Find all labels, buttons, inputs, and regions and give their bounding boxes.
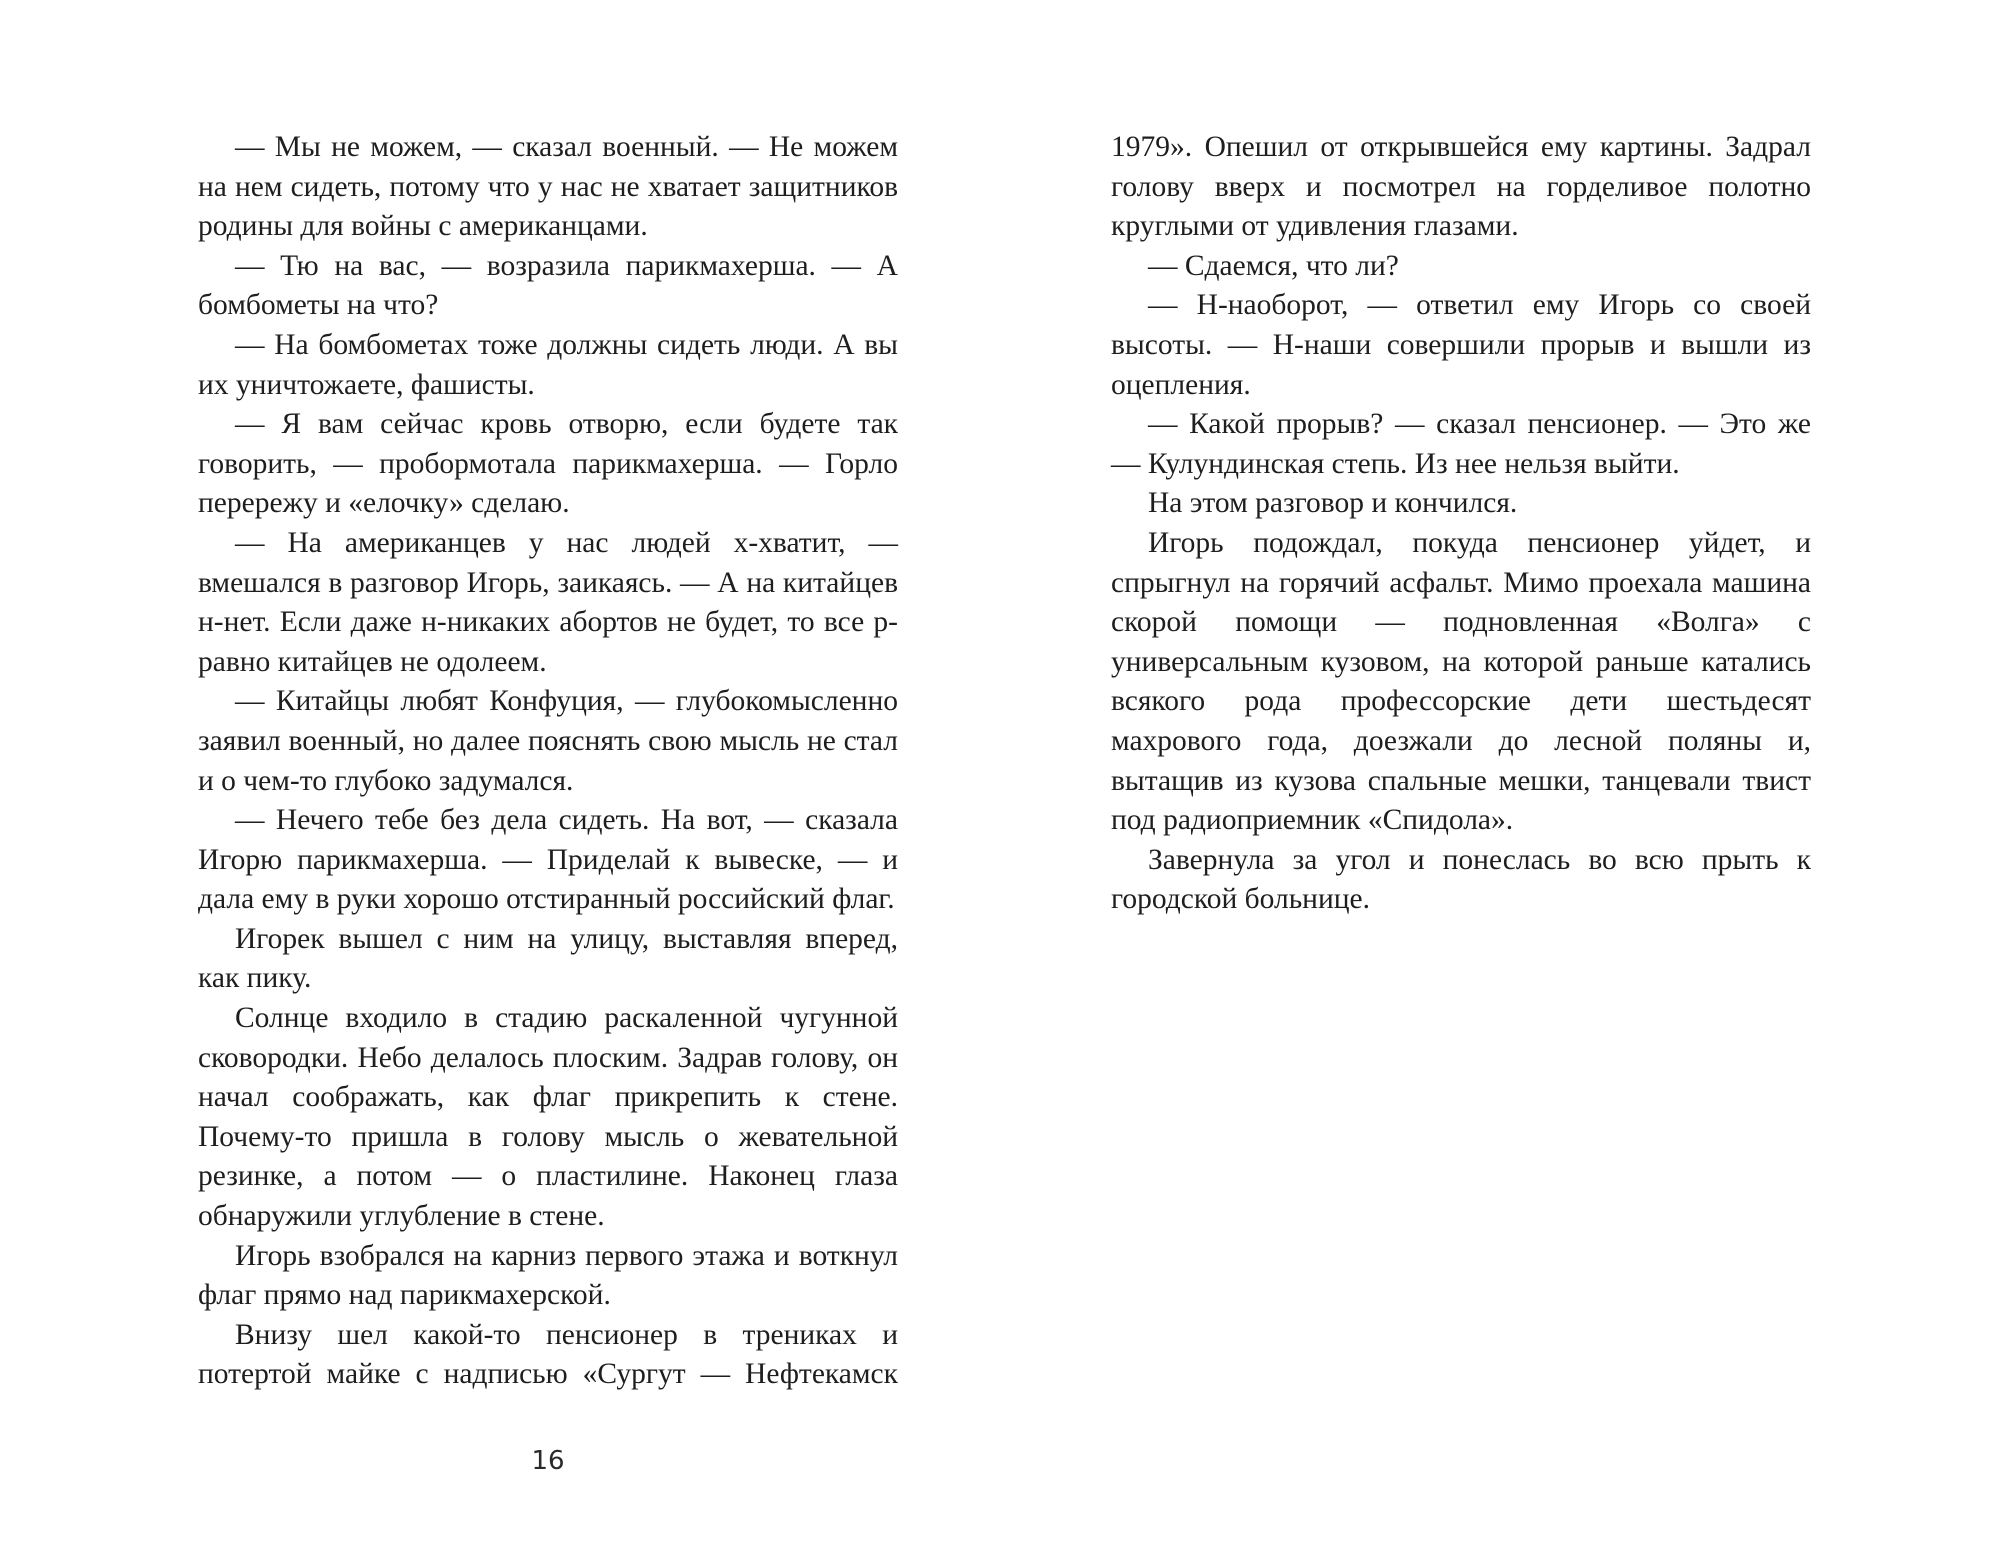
left-page bbox=[198, 128, 898, 1395]
paragraph: — На бомбометах тоже должны сидеть люди. А вы их уничтожаете, фашисты. bbox=[198, 328, 898, 401]
paragraph: Игорек вышел с ним на улицу, выставляя вперед, как пику. bbox=[198, 922, 898, 995]
paragraph: Завернула за угол и понеслась во всю прыть к городской больнице. bbox=[1111, 843, 1811, 916]
paragraph: Солнце входило в стадию раскаленной чугунной сковородки. Небо делалось плоским. Задрав голову, он начал соображать, как флаг прикрепить к стене. Почему-то пришла в голову мысль о жевательной резинке, а потом — о пластилине. Наконец глаза обнаружили углубление в стене. bbox=[198, 1002, 898, 1233]
paragraph: — Тю на вас, — возразила парикмахерша. — А бомбометы на что? bbox=[198, 249, 898, 322]
paragraph: — Н-наоборот, — ответил ему Игорь со своей высоты. — Н-наши совершили прорыв и вышли из оцепления. bbox=[1111, 289, 1811, 401]
right-page bbox=[1111, 128, 1811, 920]
paragraph: Игорь взобрался на карниз первого этажа и воткнул флаг прямо над парикмахерской. bbox=[198, 1239, 898, 1312]
paragraph: — Я вам сейчас кровь отворю, если будете так говорить, — пробормотала парикмахерша. — Горло перережу и «елочку» сделаю. bbox=[198, 408, 898, 520]
paragraph: — На американцев у нас людей х-хватит, — вмешался в разговор Игорь, заикаясь. — А на китайцев н-нет. Если даже н-никаких абортов не будет, то все р-равно китайцев не одолеем. bbox=[198, 526, 898, 678]
paragraph: — Китайцы любят Конфуция, — глубокомысленно заявил военный, но далее пояснять свою мысль не стал и о чем-то глубоко задумался. bbox=[198, 685, 898, 797]
paragraph: — Мы не можем, — сказал военный. — Не можем на нем сидеть, потому что у нас не хватает защитников родины для войны с американцами. bbox=[198, 131, 898, 243]
right-page-text bbox=[1111, 128, 1811, 920]
paragraph: — Сдаемся, что ли? bbox=[1148, 249, 1399, 282]
paragraph: На этом разговор и кончился. bbox=[1148, 487, 1518, 520]
left-page-text bbox=[198, 128, 898, 1395]
page-number: 16 bbox=[531, 1446, 565, 1476]
paragraph: — Нечего тебе без дела сидеть. На вот, — сказала Игорю парикмахерша. — Приделай к вывеске, — и дала ему в руки хорошо отстиранный российский флаг. bbox=[198, 804, 898, 916]
paragraph: Игорь подождал, покуда пенсионер уйдет, и спрыгнул на горячий асфальт. Мимо проехала машина скорой помощи — подновленная «Волга» с универсальным кузовом, на которой раньше катались всякого рода профессорские дети шестьдесят махрового года, доезжали до лесной поляны и, вытащив из кузова спальные мешки, танцевали твист под радиоприемник «Спидола». bbox=[1111, 526, 1811, 837]
paragraph: — Какой прорыв? — сказал пенсионер. — Это же — Кулундинская степь. Из нее нельзя выйти. bbox=[1111, 408, 1811, 480]
paragraph: 1979». Опешил от открывшейся ему картины. Задрал голову вверх и посмотрел на горделивое полотно круглыми от удивления глазами. bbox=[1111, 131, 1811, 243]
paragraph: Внизу шел какой-то пенсионер в трениках и потертой майке с надписью «Сургут — Нефтекамск bbox=[198, 1318, 898, 1391]
